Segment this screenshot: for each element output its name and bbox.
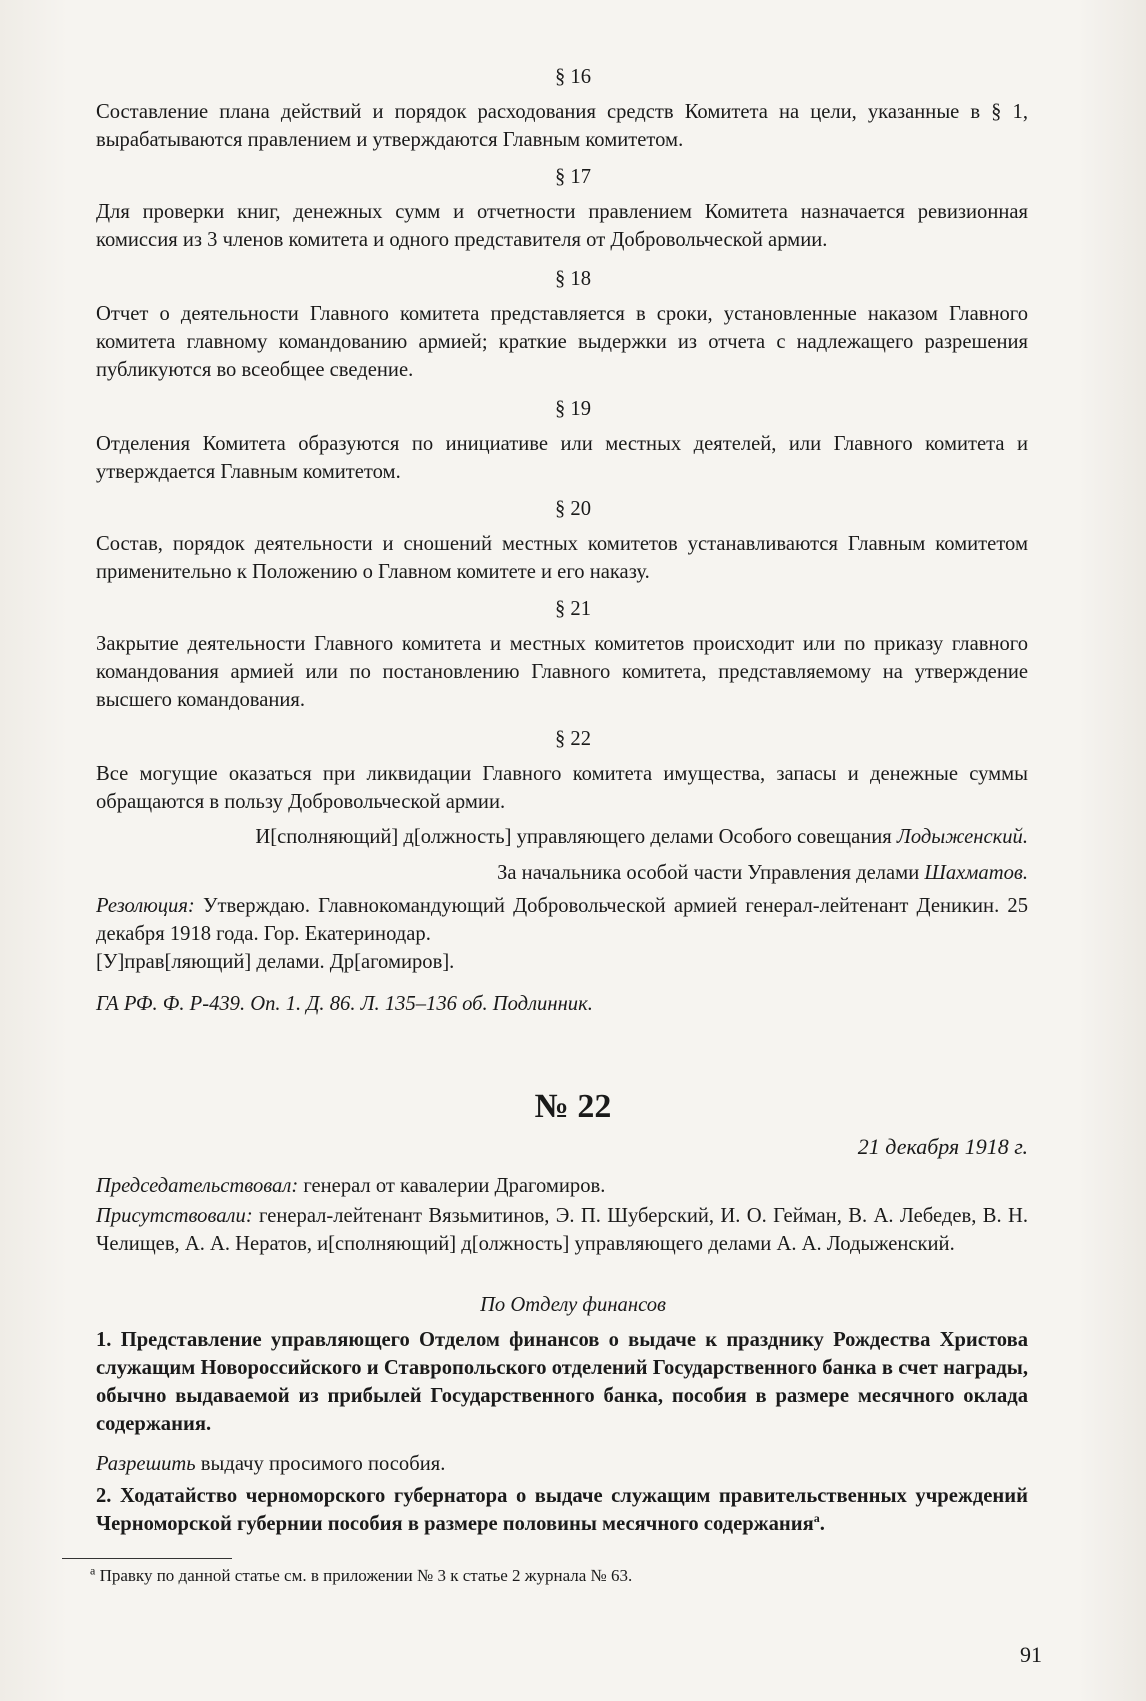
footnote-divider: [62, 1558, 232, 1559]
page-number: 91: [1020, 1642, 1042, 1667]
section-22-text: Все могущие оказаться при ликвидации Главного комитета имущества, запасы и денежные суммы обращаются в пользу Добровольческой армии.: [96, 763, 1028, 813]
section-20-mark: § 20: [554, 498, 592, 520]
signature-lodyzhensky: И[сполняющий] д[олжность] управляющего делами Особого совещания Лодыженский.: [255, 826, 1028, 848]
agenda-item-1: 1. Представление управляющего Отделом финансов о выдаче к празднику Рождества Христова служащим Новороссийского и Ставропольского отделений Государственного банка в счет награды, обычно выдаваемой из прибылей Государственного банка, пособия в размере месячного оклада содержания.: [96, 1329, 1028, 1435]
signature-shakhmatov: За начальника особой части Управления делами Шахматов.: [497, 862, 1028, 884]
archive-source: ГА РФ. Ф. Р-439. Оп. 1. Д. 86. Л. 135–136 об. Подлинник.: [96, 993, 593, 1015]
section-19-mark: § 19: [554, 398, 592, 420]
section-16-mark: § 16: [554, 66, 592, 88]
footnote: $^а$ Правку по данной статье см. в приложении № 3 к статье 2 журнала № 63.: [90, 1563, 633, 1585]
section-20-text: Состав, порядок деятельности и сношений местных комитетов устанавливаются Главным комитетом применительно к Положению о Главном комитете и его наказу.: [96, 533, 1028, 583]
attendees: Присутствовали: генерал-лейтенант Вязьмитинов, Э. П. Шуберский, И. О. Гейман, В. А. Лебедев, В. Н. Челищев, А. А. Нератов, и[сполняющий] д[олжность] управляющего делами А. А. Лодыженский.: [96, 1205, 1028, 1255]
section-19-text: Отделения Комитета образуются по инициативе или местных деятелей, или Главного комитета и утверждается Главным комитетом.: [96, 433, 1028, 483]
section-16-text: Составление плана действий и порядок расходования средств Комитета на цели, указанные в § 1, вырабатываются правлением и утверждаются Главным комитетом.: [96, 101, 1028, 151]
section-17-text: Для проверки книг, денежных сумм и отчетности правлением Комитета назначается ревизионная комиссия из 3 членов комитета и одного представителя от Добровольческой армии.: [96, 201, 1028, 251]
document-number: № 22: [534, 1088, 612, 1125]
section-17-mark: § 17: [554, 166, 592, 188]
decision-1: Разрешить выдачу просимого пособия.: [96, 1453, 446, 1475]
section-21-text: Закрытие деятельности Главного комитета и местных комитетов происходит или по приказу главного командования армией или по постановлению Главного комитета, представляемому на утверждение высшего командования.: [96, 633, 1028, 711]
resolution: Резолюция: Утверждаю. Главнокомандующий Добровольческой армией генерал-лейтенант Деникин. 25 декабря 1918 года. Гор. Екатеринодар.: [96, 895, 1028, 945]
section-18-text: Отчет о деятельности Главного комитета представляется в сроки, установленные наказом Главного комитета главному командованию армией; краткие выдержки из отчета с надлежащего разрешения публикуются во всеобщее сведение.: [96, 303, 1028, 381]
section-18-mark: § 18: [554, 268, 592, 290]
section-22-mark: § 22: [554, 728, 592, 750]
footnote-ref: а: [813, 1511, 820, 1526]
department-heading: По Отделу финансов: [480, 1294, 666, 1316]
agenda-item-2: 2. Ходатайство черноморского губернатора о выдаче служащим правительственных учреждений Черноморской губернии пособия в размере половины месячного содержания$^а$.: [96, 1485, 1028, 1535]
section-21-mark: § 21: [554, 598, 592, 620]
document-date: 21 декабря 1918 г.: [857, 1134, 1028, 1159]
resolution-signature: [У]прав[ляющий] делами. Др[агомиров].: [96, 951, 455, 973]
chair-line: Председательствовал: генерал от кавалерии Драгомиров.: [96, 1175, 606, 1197]
